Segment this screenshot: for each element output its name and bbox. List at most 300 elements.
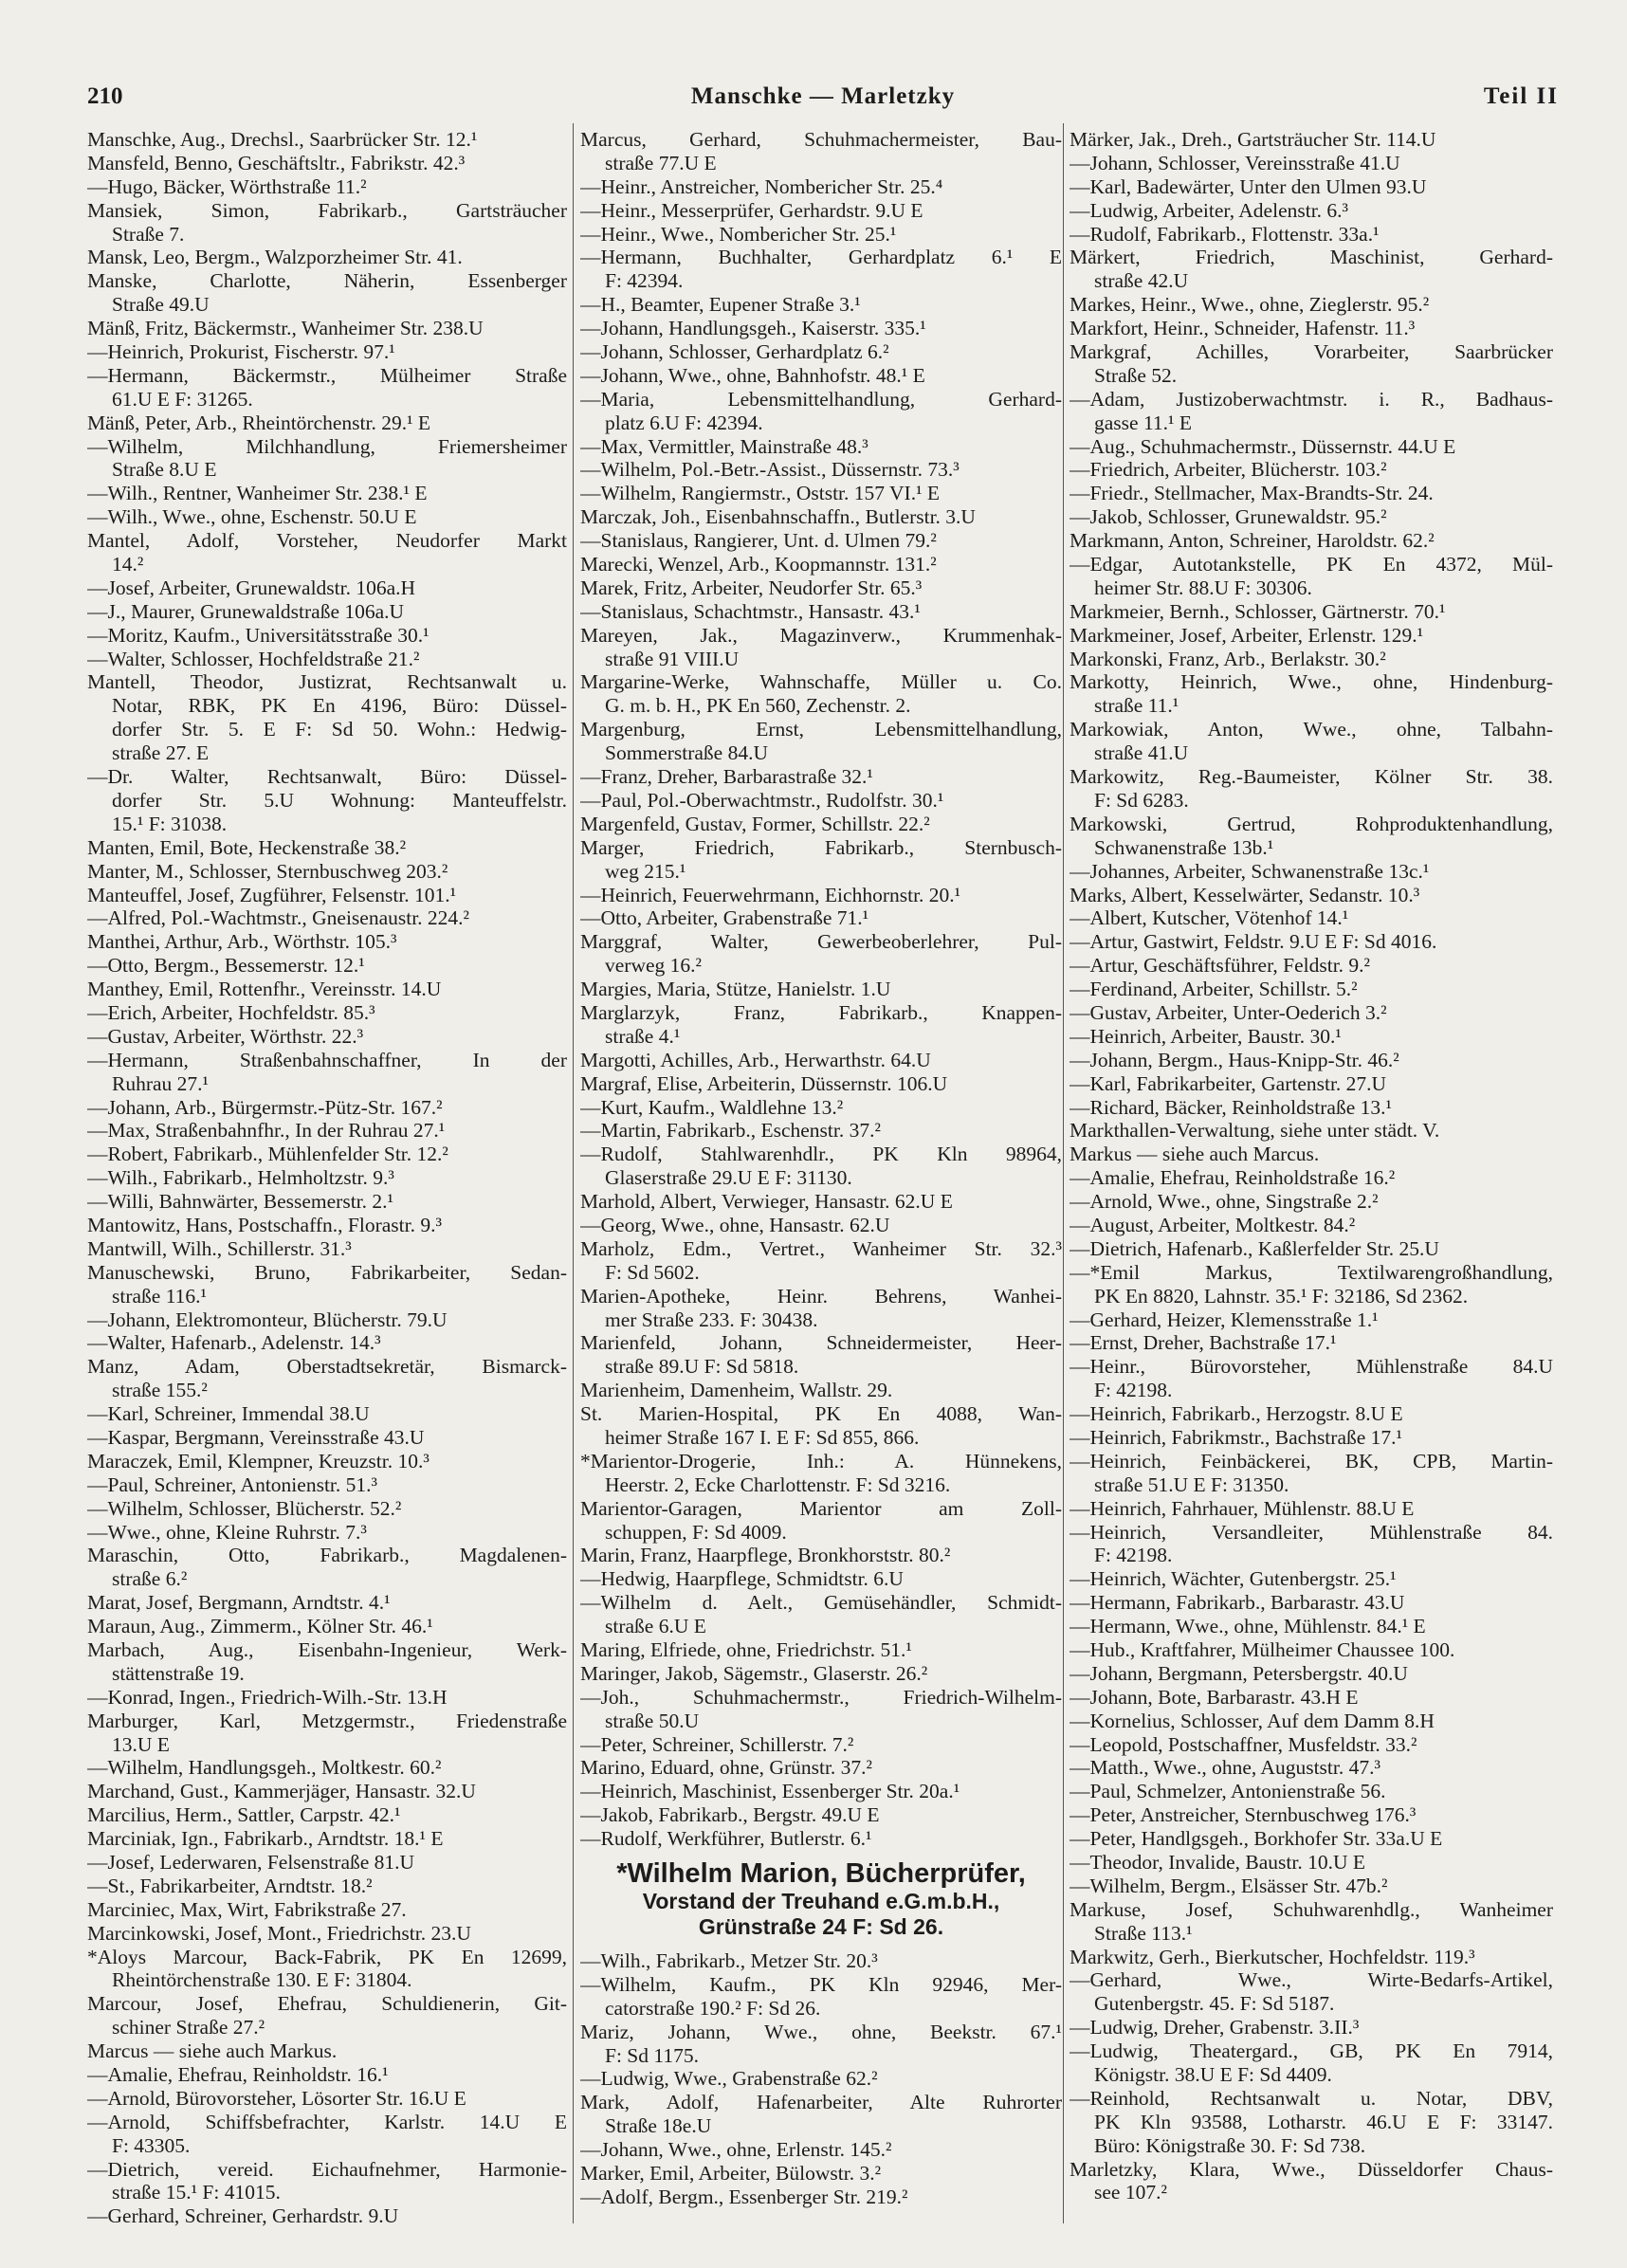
entry-continuation-line: Glaserstraße 29.U E F: 31130. <box>605 1166 852 1190</box>
directory-entry <box>580 482 1062 505</box>
entry-line: Mark, Adolf, Hafenarbeiter, Alte Ruhrorter <box>580 2091 1062 2114</box>
directory-entry <box>580 906 1062 930</box>
directory-entry <box>580 1756 1062 1780</box>
entry-continuation-line: Büro: Königstraße 30. F: Sd 738. <box>1094 2133 1366 2157</box>
entry-line: Maraczek, Emil, Klempner, Kreuzstr. 10.³ <box>87 1449 430 1472</box>
directory-entry <box>1069 884 1553 907</box>
directory-entry <box>1069 813 1553 860</box>
directory-entry <box>87 836 567 860</box>
entry-line: Marienfeld, Johann, Schneidermeister, Heer- <box>580 1331 1062 1355</box>
entry-line: —Artur, Geschäftsführer, Feldstr. 9.² <box>1069 954 1370 978</box>
entry-line: Marientor-Garagen, Marientor am Zoll- <box>580 1496 1062 1520</box>
directory-entry <box>580 1119 1062 1143</box>
entry-line: —Arnold, Schiffsbefrachter, Karlstr. 14.U E <box>87 2110 567 2133</box>
entry-line: Marholz, Edm., Vertret., Wanheimer Str. 32.³ <box>580 1236 1062 1260</box>
entry-continuation-line: 61.U E F: 31265. <box>112 387 253 411</box>
entry-line: —Friedr., Stellmacher, Max-Brandts-Str. 24. <box>1069 482 1434 505</box>
directory-entry <box>87 1426 567 1450</box>
entry-line: Margraf, Elise, Arbeiterin, Düssernstr. 106.U <box>580 1071 948 1095</box>
entry-continuation-line: straße 6.U E <box>605 1615 706 1638</box>
directory-entry <box>580 718 1062 765</box>
ad-line-name: *Wilhelm Marion, Bücherprüfer, <box>616 1858 1026 1890</box>
entry-line: —Johann, Bote, Barbarastr. 43.H E <box>1069 1685 1359 1709</box>
entry-line: —Karl, Badewärter, Unter den Ulmen 93.U <box>1069 174 1427 198</box>
directory-entry <box>87 2039 567 2063</box>
directory-entry <box>1069 1214 1553 1237</box>
entry-line: —Wilhelm, Bergm., Elsässer Str. 47b.² <box>1069 1874 1388 1897</box>
directory-entry <box>580 1567 1062 1591</box>
entry-line: Manthei, Arthur, Arb., Wörthstr. 105.³ <box>87 930 397 954</box>
directory-entry <box>87 1308 567 1332</box>
entry-line: Markgraf, Achilles, Vorarbeiter, Saarbrücker <box>1069 340 1553 364</box>
directory-entry <box>580 435 1062 459</box>
entry-line: Manske, Charlotte, Näherin, Essenberger <box>87 269 567 293</box>
entry-continuation-line: stättenstraße 19. <box>112 1661 245 1685</box>
entry-line: —Max, Straßenbahnfhr., In der Ruhrau 27.¹ <box>87 1119 446 1143</box>
entry-continuation-line: heimer Straße 167 I. E F: Sd 855, 866. <box>605 1425 920 1449</box>
entry-line: —Richard, Bäcker, Reinholdstraße 13.¹ <box>1069 1095 1392 1119</box>
directory-entry <box>1069 1355 1553 1402</box>
directory-entry <box>580 813 1062 836</box>
directory-entry <box>1069 670 1553 718</box>
entry-line: Mantowitz, Hans, Postschaffn., Florastr. 9.³ <box>87 1213 442 1236</box>
entry-continuation-line: 15.¹ F: 31038. <box>112 812 228 835</box>
directory-entry <box>87 1237 567 1261</box>
directory-entry <box>87 340 567 364</box>
entry-continuation-line: platz 6.U F: 42394. <box>605 411 763 434</box>
entry-line: —Edgar, Autotankstelle, PK En 4372, Mül- <box>1069 553 1553 576</box>
directory-entry <box>580 340 1062 364</box>
directory-entry <box>1069 1049 1553 1072</box>
entry-continuation-line: F: Sd 6283. <box>1094 788 1189 812</box>
entry-line: —Jakob, Schlosser, Grunewaldstr. 95.² <box>1069 505 1387 529</box>
directory-entry <box>580 670 1062 718</box>
directory-entry <box>87 2204 567 2228</box>
directory-column-middle <box>580 128 1062 2209</box>
entry-line: —Amalie, Ehefrau, Reinholdstr. 16.¹ <box>87 2063 389 2087</box>
directory-entry <box>580 317 1062 340</box>
directory-entry <box>87 1473 567 1497</box>
entry-line: Marat, Josef, Bergmann, Arndtstr. 4.¹ <box>87 1591 391 1615</box>
directory-entry <box>1069 152 1553 175</box>
directory-entry <box>1069 388 1553 435</box>
entry-line: —Heinrich, Fahrhauer, Mühlenstr. 88.U E <box>1069 1496 1415 1520</box>
entries-bottom <box>580 1949 1062 2209</box>
directory-entry <box>87 1710 567 1757</box>
entry-line: —Theodor, Invalide, Baustr. 10.U E <box>1069 1851 1366 1875</box>
entry-line: —Adam, Justizoberwachtmstr. i. R., Badhaus- <box>1069 387 1553 411</box>
entry-continuation-line: straße 41.U <box>1094 741 1189 765</box>
directory-entry <box>87 482 567 505</box>
entry-continuation-line: straße 91 VIII.U <box>605 647 740 670</box>
directory-entry <box>87 648 567 671</box>
entry-line: —Hugo, Bäcker, Wörthstraße 11.² <box>87 174 367 198</box>
entry-line: —Johann, Arb., Bürgermstr.-Pütz-Str. 167.² <box>87 1095 443 1119</box>
directory-entry <box>87 1450 567 1473</box>
entry-line: —Aug., Schuhmachermstr., Düssernstr. 44.U E <box>1069 434 1456 458</box>
entry-line: —Gerhard, Schreiner, Gerhardstr. 9.U <box>87 2204 399 2228</box>
entry-line: —Hermann, Bäckermstr., Mülheimer Straße <box>87 363 567 387</box>
entry-continuation-line: PK En 8820, Lahnstr. 35.¹ F: 32186, Sd 2362. <box>1094 1284 1469 1308</box>
directory-entry <box>1069 1827 1553 1851</box>
entry-line: Manteuffel, Josef, Zugführer, Felsenstr. 101.¹ <box>87 883 457 906</box>
directory-entry <box>87 765 567 836</box>
directory-entry <box>580 765 1062 789</box>
directory-entry <box>580 1001 1062 1049</box>
directory-entry <box>1069 317 1553 340</box>
entry-line: —Gustav, Arbeiter, Wörthstr. 22.³ <box>87 1024 364 1048</box>
entry-line: Marcus, Gerhard, Schuhmachermeister, Bau- <box>580 128 1062 151</box>
directory-entry <box>87 1049 567 1096</box>
entry-line: —Amalie, Ehefrau, Reinholdstraße 16.² <box>1069 1166 1396 1190</box>
entry-continuation-line: straße 50.U <box>605 1709 700 1732</box>
directory-entry <box>580 1638 1062 1662</box>
entry-line: Mariz, Johann, Wwe., ohne, Beekstr. 67.¹ <box>580 2020 1062 2043</box>
entry-line: Markuse, Josef, Schuhwarenhdlg., Wanheimer <box>1069 1897 1553 1921</box>
directory-entry <box>1069 529 1553 553</box>
entry-line: Marcour, Josef, Ehefrau, Schuldienerin, Git- <box>87 1992 567 2016</box>
directory-entry <box>87 2111 567 2158</box>
entry-line: Markmann, Anton, Schreiner, Haroldstr. 62.² <box>1069 529 1435 553</box>
entry-continuation-line: Straße 52. <box>1094 363 1178 387</box>
directory-entry <box>87 1756 567 1780</box>
directory-entry <box>1069 718 1553 765</box>
directory-entry <box>87 1591 567 1615</box>
directory-entry <box>1069 860 1553 884</box>
entry-line: —Georg, Wwe., ohne, Hansastr. 62.U <box>580 1213 890 1236</box>
entry-line: —Hermann, Fabrikarb., Barbarastr. 43.U <box>1069 1591 1405 1615</box>
entry-line: Mänß, Peter, Arb., Rheintörchenstr. 29.¹ E <box>87 411 431 434</box>
entry-continuation-line: straße 77.U E <box>605 151 717 174</box>
directory-entry <box>87 1497 567 1521</box>
page-number: 210 <box>87 83 123 109</box>
directory-entry <box>580 505 1062 529</box>
directory-entry <box>87 600 567 624</box>
entry-line: Markonski, Franz, Arb., Berlakstr. 30.² <box>1069 647 1386 670</box>
directory-entry <box>87 1780 567 1803</box>
directory-entry <box>1069 128 1553 152</box>
entry-line: Manter, M., Schlosser, Sternbuschweg 203.² <box>87 859 448 883</box>
directory-entry <box>580 600 1062 624</box>
directory-entry <box>580 836 1062 884</box>
directory-entry <box>1069 1497 1553 1521</box>
directory-entry <box>87 128 567 152</box>
directory-entry <box>1069 458 1553 482</box>
entry-continuation-line: F: Sd 5602. <box>605 1260 700 1284</box>
entry-continuation-line: straße 42.U <box>1094 269 1189 293</box>
directory-entry <box>580 1827 1062 1851</box>
directory-entry <box>87 1851 567 1875</box>
entry-line: Markwitz, Gerh., Bierkutscher, Hochfeldstr. 119.³ <box>1069 1945 1475 1968</box>
directory-entry <box>580 246 1062 293</box>
directory-entry <box>87 954 567 978</box>
directory-entry <box>1069 199 1553 223</box>
directory-entry <box>87 505 567 529</box>
directory-entry <box>87 1261 567 1308</box>
ad-line-title: Vorstand der Treuhand e.G.m.b.H., <box>642 1889 1000 1914</box>
entry-line: Marin, Franz, Haarpflege, Bronkhorststr. 80.² <box>580 1544 951 1567</box>
entry-line: —Martin, Fabrikarb., Eschenstr. 37.² <box>580 1119 881 1143</box>
directory-entry <box>580 624 1062 671</box>
directory-entry <box>580 2091 1062 2138</box>
entry-line: Marchand, Gust., Kammerjäger, Hansastr. 32.U <box>87 1780 476 1803</box>
entry-line: Margarine-Werke, Wahnschaffe, Müller u. Co. <box>580 670 1062 694</box>
directory-entry <box>1069 340 1553 388</box>
entry-line: —Wilhelm, Kaufm., PK Kln 92946, Mer- <box>580 1972 1062 1996</box>
entry-line: —Wilh., Rentner, Wanheimer Str. 238.¹ E <box>87 482 428 505</box>
entry-line: —Albert, Kutscher, Vötenhof 14.¹ <box>1069 906 1349 930</box>
directory-entry <box>1069 1638 1553 1662</box>
directory-entry <box>580 576 1062 600</box>
entry-continuation-line: Heerstr. 2, Ecke Charlottenstr. F: Sd 3216. <box>605 1472 951 1496</box>
directory-entry <box>1069 600 1553 624</box>
entry-line: —August, Arbeiter, Moltkestr. 84.² <box>1069 1213 1356 1236</box>
directory-entry <box>1069 505 1553 529</box>
entry-line: Manuschewski, Bruno, Fabrikarbeiter, Sedan- <box>87 1260 567 1284</box>
directory-entry <box>1069 2039 1553 2087</box>
entry-line: —Johann, Elektromonteur, Blücherstr. 79.U <box>87 1308 448 1331</box>
entry-line: —*Emil Markus, Textilwarengroßhandlung, <box>1069 1260 1553 1284</box>
entry-continuation-line: F: 43305. <box>112 2133 191 2157</box>
directory-entry <box>1069 1190 1553 1214</box>
entry-continuation-line: mer Straße 233. F: 30438. <box>605 1308 818 1331</box>
entry-line: Markowiak, Anton, Wwe., ohne, Talbahn- <box>1069 718 1553 741</box>
directory-entry <box>1069 435 1553 459</box>
entry-continuation-line: F: 42394. <box>605 269 684 293</box>
directory-entry <box>580 930 1062 978</box>
entry-line: —Willi, Bahnwärter, Bessemerstr. 2.¹ <box>87 1190 393 1214</box>
directory-entry <box>87 860 567 884</box>
directory-entry <box>87 1521 567 1545</box>
entry-line: Marletzky, Klara, Wwe., Düsseldorfer Chaus- <box>1069 2157 1553 2181</box>
directory-entry <box>87 1922 567 1946</box>
entry-line: —Stanislaus, Rangierer, Unt. d. Ulmen 79.² <box>580 529 937 553</box>
entry-line: —Adolf, Bergm., Essenberger Str. 219.² <box>580 2185 908 2208</box>
entry-line: —Otto, Arbeiter, Grabenstraße 71.¹ <box>580 906 869 930</box>
directory-entry <box>87 2087 567 2111</box>
directory-entry <box>87 317 567 340</box>
entry-line: Marcinkowski, Josef, Mont., Friedrichstr. 23.U <box>87 1921 471 1945</box>
entry-line: —Heinrich, Wächter, Gutenbergstr. 25.¹ <box>1069 1567 1397 1591</box>
entry-line: —Wilh., Fabrikarb., Helmholtzstr. 9.³ <box>87 1166 394 1190</box>
directory-entry <box>87 1898 567 1922</box>
entry-line: Marien-Apotheke, Heinr. Behrens, Wanhei- <box>580 1284 1062 1308</box>
entry-line: Manz, Adam, Oberstadtsekretär, Bismarck- <box>87 1355 567 1379</box>
entry-continuation-line: heimer Str. 88.U F: 30306. <box>1094 576 1312 599</box>
entry-line: Markowski, Gertrud, Rohproduktenhandlung, <box>1069 812 1553 835</box>
directory-entry <box>1069 2158 1553 2205</box>
entry-line: Marger, Friedrich, Fabrikarb., Sternbusch- <box>580 835 1062 859</box>
entry-line: Marino, Eduard, ohne, Grünstr. 37.² <box>580 1756 872 1780</box>
directory-entry <box>87 1119 567 1143</box>
entry-line: —Friedrich, Arbeiter, Blücherstr. 103.² <box>1069 458 1387 482</box>
entry-line: —Ludwig, Dreher, Grabenstr. 3.II.³ <box>1069 2016 1360 2039</box>
entry-line: —Heinrich, Feuerwehrmann, Eichhornstr. 20.¹ <box>580 883 961 906</box>
entry-line: Marks, Albert, Kesselwärter, Sedanstr. 10.³ <box>1069 883 1420 906</box>
entry-line: Markmeiner, Josef, Arbeiter, Erlenstr. 129.¹ <box>1069 623 1424 647</box>
directory-entry <box>580 2162 1062 2186</box>
entry-line: —Dietrich, vereid. Eichaufnehmer, Harmonie- <box>87 2157 567 2181</box>
entry-continuation-line: straße 116.¹ <box>112 1284 207 1308</box>
entry-line: Marcilius, Herm., Sattler, Carpstr. 42.¹ <box>87 1803 401 1827</box>
entry-line: Maring, Elfriede, ohne, Friedrichstr. 51.¹ <box>580 1638 912 1661</box>
directory-entry <box>1069 1521 1553 1568</box>
directory-entry <box>1069 1898 1553 1946</box>
entry-line: —Hub., Kraftfahrer, Mülheimer Chaussee 100. <box>1069 1638 1455 1661</box>
entry-line: —Karl, Schreiner, Immendal 38.U <box>87 1402 370 1426</box>
entry-continuation-line: weg 215.¹ <box>605 859 686 883</box>
entry-line: Märkert, Friedrich, Maschinist, Gerhard- <box>1069 246 1553 269</box>
entry-line: —Hermann, Wwe., ohne, Mühlenstr. 84.¹ E <box>1069 1615 1426 1638</box>
entry-line: Marker, Emil, Arbeiter, Bülowstr. 3.² <box>580 2162 882 2186</box>
entry-line: —Johann, Bergmann, Petersbergstr. 40.U <box>1069 1661 1408 1685</box>
entry-continuation-line: 13.U E <box>112 1732 170 1756</box>
directory-entry <box>87 2063 567 2087</box>
directory-entry <box>580 388 1062 435</box>
entry-line: —Paul, Schreiner, Antonienstr. 51.³ <box>87 1472 377 1496</box>
entry-line: —Wilhelm, Pol.-Betr.-Assist., Düssernstr. 73.³ <box>580 458 960 482</box>
entry-continuation-line: F: 42198. <box>1094 1544 1173 1567</box>
entry-line: —Paul, Schmelzer, Antonienstraße 56. <box>1069 1780 1386 1803</box>
entry-continuation-line: dorfer Str. 5.U Wohnung: Manteuffelstr. <box>112 788 567 812</box>
entry-line: —Josef, Arbeiter, Grunewaldstr. 106a.H <box>87 576 416 599</box>
entry-line: —Peter, Schreiner, Schillerstr. 7.² <box>580 1732 854 1756</box>
entry-line: —Franz, Dreher, Barbarastraße 32.¹ <box>580 765 873 789</box>
entry-line: —Ludwig, Wwe., Grabenstraße 62.² <box>580 2067 878 2091</box>
entry-continuation-line: Rheintörchenstraße 130. E F: 31804. <box>112 1968 412 1992</box>
directory-entry <box>87 1166 567 1190</box>
entry-line: —Heinrich, Fabrikmstr., Bachstraße 17.¹ <box>1069 1425 1402 1449</box>
ad-line-address: Grünstraße 24 F: Sd 26. <box>698 1914 944 1940</box>
directory-entry <box>1069 1946 1553 1969</box>
directory-entry <box>580 1285 1062 1332</box>
entry-line: Mantwill, Wilh., Schillerstr. 31.³ <box>87 1236 352 1260</box>
directory-entry <box>87 670 567 765</box>
entry-continuation-line: Gutenbergstr. 45. F: Sd 5187. <box>1094 1992 1335 2016</box>
directory-entry <box>1069 624 1553 648</box>
directory-entry <box>580 1402 1062 1450</box>
entry-line: Marienheim, Damenheim, Wallstr. 29. <box>580 1379 893 1402</box>
entry-line: Manten, Emil, Bote, Heckenstraße 38.² <box>87 835 407 859</box>
entry-line: Marbach, Aug., Eisenbahn-Ingenieur, Werk- <box>87 1638 567 1661</box>
entry-line: Markmeier, Bernh., Schlosser, Gärtnerstr. 70.¹ <box>1069 599 1446 623</box>
directory-entry <box>1069 1402 1553 1426</box>
entry-line: —J., Maurer, Grunewaldstraße 106a.U <box>87 599 405 623</box>
entry-line: —Paul, Pol.-Oberwachtmstr., Rudolfstr. 30.¹ <box>580 788 944 812</box>
entry-line: *Aloys Marcour, Back-Fabrik, PK En 12699, <box>87 1945 567 1968</box>
directory-entry <box>580 1497 1062 1545</box>
entry-line: —Dietrich, Hafenarb., Kaßlerfelder Str. 25.U <box>1069 1236 1439 1260</box>
directory-entry <box>580 1379 1062 1402</box>
directory-entry <box>580 529 1062 553</box>
directory-entry <box>1069 1803 1553 1827</box>
directory-entry <box>1069 223 1553 247</box>
entry-line: Marciniec, Max, Wirt, Fabrikstraße 27. <box>87 1897 407 1921</box>
directory-entry <box>87 1803 567 1827</box>
entry-line: Manthey, Emil, Rottenfhr., Vereinsstr. 14.U <box>87 978 442 1001</box>
entry-line: —Heinrich, Prokurist, Fischerstr. 97.¹ <box>87 340 395 364</box>
entry-line: Marczak, Joh., Eisenbahnschaffn., Butlerstr. 3.U <box>580 505 976 529</box>
directory-entry <box>580 789 1062 813</box>
directory-entry <box>1069 175 1553 199</box>
entry-continuation-line: verweg 16.² <box>605 954 702 978</box>
entry-line: —Johann, Handlungsgeh., Kaiserstr. 335.¹ <box>580 317 926 340</box>
entry-line: —Heinrich, Versandleiter, Mühlenstraße 84. <box>1069 1520 1553 1544</box>
entry-line: —Walter, Schlosser, Hochfeldstraße 21.² <box>87 647 420 670</box>
entry-line: Maraschin, Otto, Fabrikarb., Magdalenen- <box>87 1544 567 1567</box>
directory-entry <box>87 1001 567 1025</box>
entry-line: Marburger, Karl, Metzgermstr., Friedenstraße <box>87 1709 567 1732</box>
entry-continuation-line: Schwanenstraße 13b.¹ <box>1094 835 1274 859</box>
entry-continuation-line: G. m. b. H., PK En 560, Zechenstr. 2. <box>605 694 911 718</box>
entry-line: —Arnold, Wwe., ohne, Singstraße 2.² <box>1069 1190 1379 1214</box>
directory-entry <box>87 246 567 269</box>
directory-entry <box>580 1143 1062 1190</box>
entry-line: —Johann, Wwe., ohne, Bahnhofstr. 48.¹ E <box>580 363 925 387</box>
entry-continuation-line: schiner Straße 27.² <box>112 2016 265 2039</box>
directory-entry <box>580 1733 1062 1757</box>
entry-continuation-line: straße 11.¹ <box>1094 694 1179 718</box>
entry-continuation-line: 14.² <box>112 553 144 576</box>
entry-continuation-line: Notar, RBK, PK En 4196, Büro: Düssel- <box>112 694 567 718</box>
directory-entry <box>87 1827 567 1851</box>
directory-entry <box>87 1992 567 2039</box>
entry-line: Maraun, Aug., Zimmerm., Kölner Str. 46.¹ <box>87 1615 433 1638</box>
entry-line: —Gustav, Arbeiter, Unter-Oederich 3.² <box>1069 1000 1387 1024</box>
directory-entry <box>580 1450 1062 1497</box>
entry-continuation-line: Straße 18e.U <box>605 2114 712 2138</box>
entry-continuation-line: Königstr. 38.U E F: Sd 4409. <box>1094 2063 1332 2087</box>
entry-line: —Karl, Fabrikarbeiter, Gartenstr. 27.U <box>1069 1071 1387 1095</box>
directory-entry <box>87 1143 567 1166</box>
directory-entry <box>580 2138 1062 2162</box>
entry-line: Margenburg, Ernst, Lebensmittelhandlung, <box>580 718 1062 741</box>
entry-line: —Kaspar, Bergmann, Vereinsstraße 43.U <box>87 1425 425 1449</box>
entry-line: Margenfeld, Gustav, Former, Schillstr. 22.² <box>580 812 930 835</box>
directory-entry <box>1069 1733 1553 1757</box>
entry-line: Marglarzyk, Franz, Fabrikarb., Knappen- <box>580 1000 1062 1024</box>
entry-line: —Rudolf, Fabrikarb., Flottenstr. 33a.¹ <box>1069 222 1380 246</box>
directory-column-right <box>1069 128 1553 2204</box>
entry-line: —Josef, Lederwaren, Felsenstraße 81.U <box>87 1851 415 1875</box>
entry-line: —Wilhelm, Handlungsgeh., Moltkestr. 60.² <box>87 1756 442 1780</box>
entry-line: Markfort, Heinr., Schneider, Hafenstr. 11.³ <box>1069 317 1416 340</box>
directory-entry <box>1069 1331 1553 1355</box>
directory-entry <box>1069 2016 1553 2039</box>
directory-entry <box>580 1331 1062 1379</box>
entry-line: Marciniak, Ign., Fabrikarb., Arndtstr. 18.¹ E <box>87 1827 444 1851</box>
entry-line: —Johann, Bergm., Haus-Knipp-Str. 46.² <box>1069 1048 1399 1071</box>
directory-entry <box>1069 1591 1553 1615</box>
directory-entry <box>87 1025 567 1049</box>
directory-entry <box>1069 1001 1553 1025</box>
entry-line: Markotty, Heinrich, Wwe., ohne, Hindenburg- <box>1069 670 1553 694</box>
entry-line: —Arnold, Bürovorsteher, Lösorter Str. 16.U E <box>87 2086 466 2110</box>
entry-continuation-line: Straße 49.U <box>112 293 210 317</box>
directory-entry <box>87 1615 567 1638</box>
entry-line: —Ludwig, Arbeiter, Adelenstr. 6.³ <box>1069 198 1348 222</box>
entry-line: —Johann, Wwe., ohne, Erlenstr. 145.² <box>580 2138 892 2162</box>
entry-line: —Heinr., Messerprüfer, Gerhardstr. 9.U E <box>580 198 923 222</box>
directory-entry <box>1069 1710 1553 1733</box>
directory-entry <box>87 1331 567 1355</box>
directory-entry <box>1069 1450 1553 1497</box>
directory-entry <box>580 1686 1062 1733</box>
entry-continuation-line: straße 51.U E F: 31350. <box>1094 1472 1289 1496</box>
directory-entry <box>87 1214 567 1237</box>
entry-line: Mantel, Adolf, Vorsteher, Neudorfer Markt <box>87 529 567 553</box>
name-range-title: Manschke — Marletzky <box>690 83 956 109</box>
